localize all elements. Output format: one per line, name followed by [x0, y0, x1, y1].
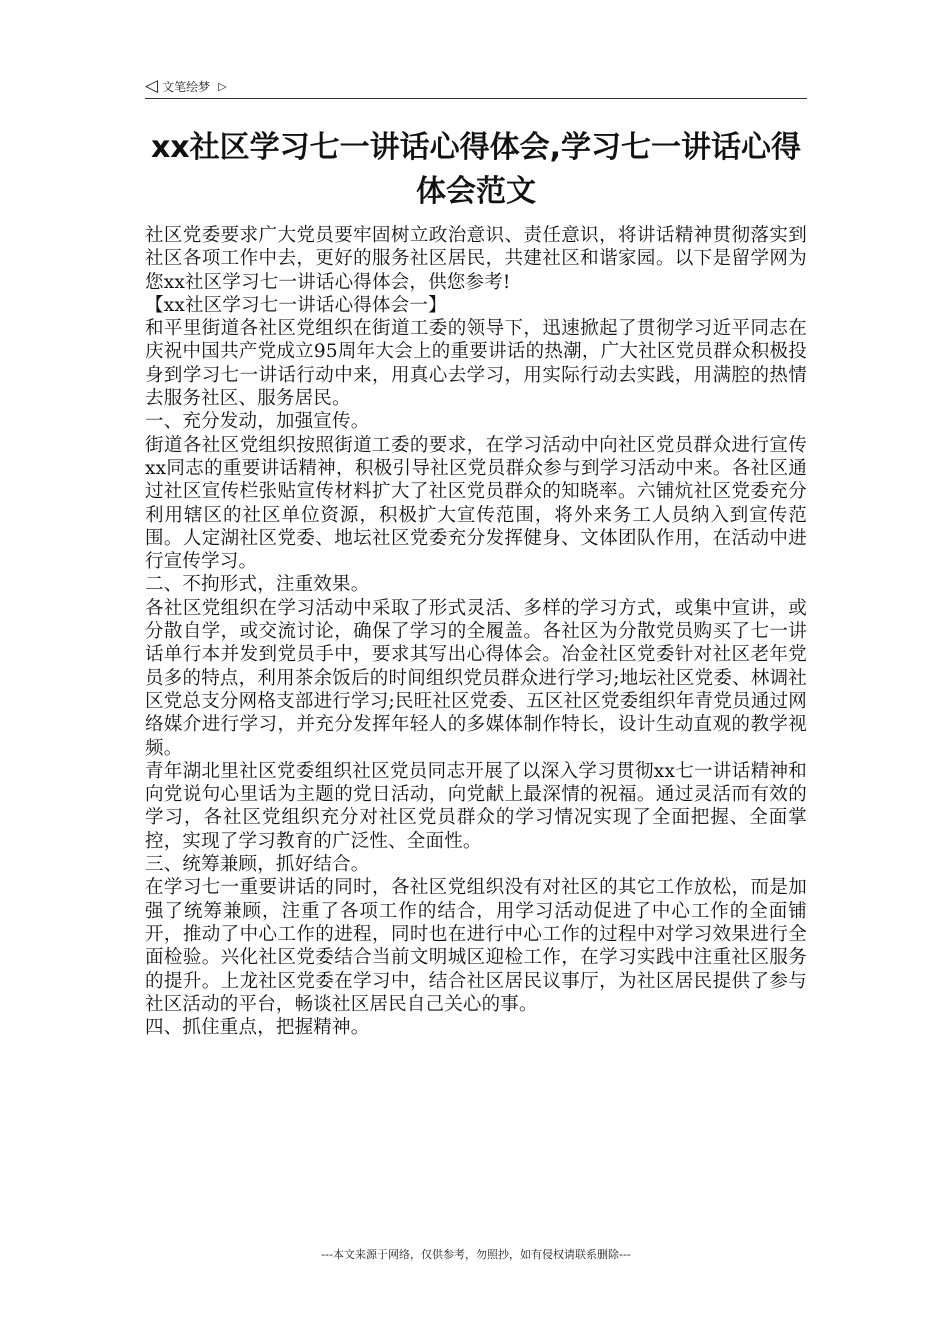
- paragraph: 和平里街道各社区党组织在街道工委的领导下，迅速掀起了贯彻学习近平同志在庆祝中国共产党成立95周年大会上的重要讲话的热潮，广大社区党员群众积极投身到学习七一讲话行动中来，用真心去学习，用实际行动去实践，用满腔的热情去服务社区、服务居民。: [145, 318, 807, 410]
- triangle-right-icon: ▷: [218, 79, 227, 93]
- section-heading: 三、统筹兼顾，抓好结合。: [145, 854, 370, 876]
- section-heading: 【xx社区学习七一讲话心得体会一】: [145, 294, 447, 316]
- document-title: xx社区学习七一讲话心得体会,学习七一讲话心得体会范文: [150, 130, 802, 209]
- section-heading: 四、抓住重点，把握精神。: [145, 1017, 370, 1039]
- triangle-left-icon: ◁: [145, 75, 159, 96]
- paragraph: 在学习七一重要讲话的同时，各社区党组织没有对社区的其它工作放松，而是加强了统筹兼顾，注重了各项工作的结合，用学习活动促进了中心工作的全面铺开，推动了中心工作的进程，同时也在进行中心工作的过程中对学习效果进行全面检验。兴化社区党委结合当前文明城区迎检工作，在学习实践中注重社区服务的提升。上龙社区党委在学习中，结合社区居民议事厅，为社区居民提供了参与社区活动的平台，畅谈社区居民自己关心的事。: [145, 877, 807, 1015]
- page-header: [145, 74, 807, 98]
- section-heading: 一、充分发动，加强宣传。: [145, 411, 370, 433]
- header-brand: 文笔绘梦: [162, 79, 211, 94]
- paragraph: 街道各社区党组织按照街道工委的要求，在学习活动中向社区党员群众进行宣传xx同志的重要讲话精神，积极引导社区党员群众参与到学习活动中来。各社区通过社区宣传栏张贴宣传材料扩大了社区党员群众的知晓率。六铺炕社区党委充分利用辖区的社区单位资源，积极扩大宣传范围，将外来务工人员纳入到宣传范围。人定湖社区党委、地坛社区党委充分发挥健身、文体团队作用，在活动中进行宣传学习。: [145, 434, 807, 573]
- section-heading: 二、不拘形式，注重效果。: [145, 574, 370, 596]
- paragraph: 各社区党组织在学习活动中采取了形式灵活、多样的学习方式，或集中宣讲，或分散自学，或交流讨论，确保了学习的全履盖。各社区为分散党员购买了七一讲话单行本并发到党员手中，要求其写出心得体会。冶金社区党委针对社区老年党员多的特点，利用茶余饭后的时间组织党员群众进行学习;地坛社区党委、林调社区党总支分网格支部进行学习;民旺社区党委、五区社区党委组织年青党员通过网络媒介进行学习，并充分发挥年轻人的多媒体制作特长，设计生动直观的教学视频。: [145, 597, 807, 759]
- document-body: [145, 224, 807, 1039]
- page-footer: ---本文来源于网络，仅供参考，勿照抄，如有侵权请联系删除---: [321, 1248, 631, 1261]
- paragraph: 青年湖北里社区党委组织社区党员同志开展了以深入学习贯彻xx七一讲话精神和向党说句心里话为主题的党日活动，向党献上最深情的祝福。通过灵活而有效的学习，各社区党组织充分对社区党员群众的学习情况实现了全面把握、全面掌控，实现了学习教育的广泛性、全面性。: [145, 760, 807, 852]
- header-divider: [145, 98, 807, 99]
- paragraph: 社区党委要求广大党员要牢固树立政治意识、责任意识，将讲话精神贯彻落实到社区各项工作中去，更好的服务社区居民，共建社区和谐家园。以下是留学网为您xx社区学习七一讲话心得体会，供您参考!: [145, 225, 807, 293]
